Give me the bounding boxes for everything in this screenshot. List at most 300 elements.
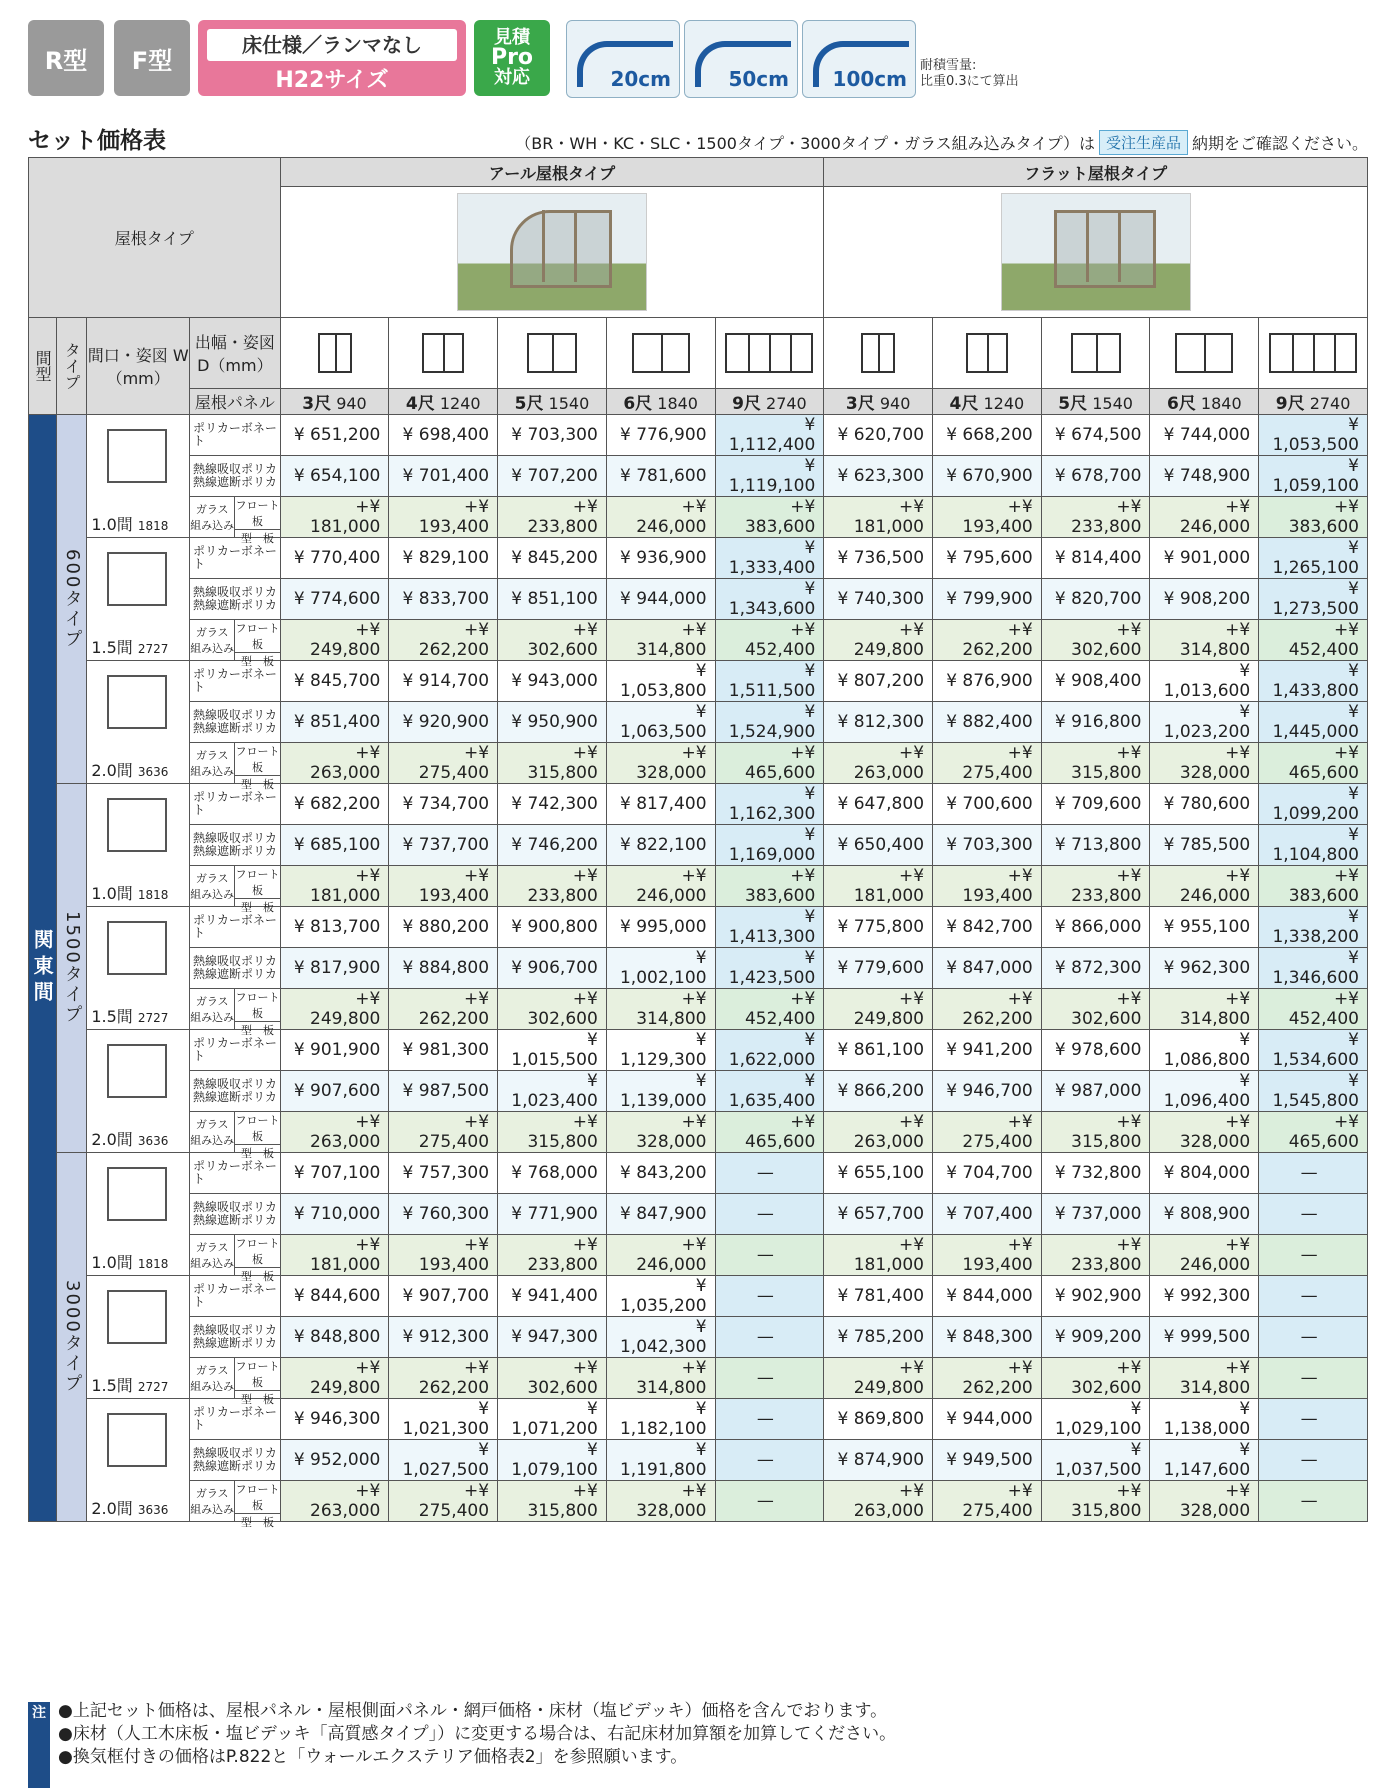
price-cell: — (715, 1235, 824, 1276)
snow-20-badge (566, 20, 680, 98)
price-cell: — (715, 1194, 824, 1235)
kanto-label: 関東間 (29, 415, 57, 1522)
width-label: 1.5間 2727 (91, 638, 169, 657)
price-cell: +¥ 465,600 (715, 1112, 824, 1153)
type-header: タイプ (57, 318, 87, 415)
price-cell: ¥ 647,800 (824, 784, 933, 825)
width-diagram-icon (107, 921, 167, 975)
price-cell: ¥ 1,096,400 (1150, 1071, 1259, 1112)
price-cell: +¥ 181,000 (280, 497, 389, 538)
price-cell: ¥ 861,100 (824, 1030, 933, 1071)
width-diagram-icon (107, 675, 167, 729)
price-cell: — (1259, 1440, 1368, 1481)
price-cell: +¥ 249,800 (280, 620, 389, 661)
roof-type-header: 屋根タイプ (29, 158, 281, 318)
width-cell (87, 1276, 190, 1399)
price-cell: ¥ 771,900 (498, 1194, 607, 1235)
price-cell: +¥ 452,400 (715, 989, 824, 1030)
price-cell: +¥ 315,800 (498, 1481, 607, 1522)
price-cell: +¥ 181,000 (280, 866, 389, 907)
price-cell: ¥ 955,100 (1150, 907, 1259, 948)
price-cell: ¥ 880,200 (389, 907, 498, 948)
price-cell: +¥ 328,000 (1150, 743, 1259, 784)
price-cell: ¥ 874,900 (824, 1440, 933, 1481)
price-cell: ¥ 851,100 (498, 579, 607, 620)
price-cell: ¥ 1,023,400 (498, 1071, 607, 1112)
r-roof-image (280, 187, 824, 318)
table-row (29, 825, 1368, 866)
roof-panel-header: 屋根パネル (190, 389, 281, 415)
price-cell: +¥ 275,400 (933, 743, 1042, 784)
table-row (29, 456, 1368, 497)
material-heat: 熱線吸収ポリカ 熱線遮断ポリカ (190, 456, 281, 497)
size-header: 3尺 940 (824, 389, 933, 415)
depth-diagram-icon (606, 318, 715, 389)
width-cell (87, 784, 190, 907)
price-cell: ¥ 817,900 (280, 948, 389, 989)
price-cell: ¥ 920,900 (389, 702, 498, 743)
price-cell: ¥ 944,000 (933, 1399, 1042, 1440)
depth-diagram-icon (933, 318, 1042, 389)
price-cell: ¥ 701,400 (389, 456, 498, 497)
price-cell: ¥ 808,900 (1150, 1194, 1259, 1235)
price-cell: ¥ 1,445,000 (1259, 702, 1368, 743)
price-cell: ¥ 744,000 (1150, 415, 1259, 456)
price-cell: ¥ 952,000 (280, 1440, 389, 1481)
price-cell: ¥ 654,100 (280, 456, 389, 497)
price-cell: ¥ 949,500 (933, 1440, 1042, 1481)
price-cell: +¥ 233,800 (1041, 1235, 1150, 1276)
depth-diagram-icon (715, 318, 824, 389)
price-cell: +¥ 263,000 (824, 1481, 933, 1522)
price-cell: ¥ 844,000 (933, 1276, 1042, 1317)
price-cell: +¥ 302,600 (498, 1358, 607, 1399)
price-cell: +¥ 465,600 (715, 743, 824, 784)
price-cell: ¥ 912,300 (389, 1317, 498, 1358)
price-cell: ¥ 987,000 (1041, 1071, 1150, 1112)
size-header: 4尺 1240 (389, 389, 498, 415)
price-cell: — (1259, 1399, 1368, 1440)
price-cell: — (1259, 1317, 1368, 1358)
price-cell: ¥ 812,300 (824, 702, 933, 743)
depth-diagram-icon (1041, 318, 1150, 389)
price-cell: +¥ 181,000 (280, 1235, 389, 1276)
table-row (29, 1112, 1368, 1153)
price-cell: ¥ 902,900 (1041, 1276, 1150, 1317)
price-cell: +¥ 383,600 (1259, 497, 1368, 538)
snow-50-badge (684, 20, 798, 98)
material-glass: ガラス 組み込み フロート板 型 板 (190, 989, 281, 1030)
size-header: 3尺 940 (280, 389, 389, 415)
f-roof-header: フラット屋根タイプ (824, 158, 1368, 187)
table-row (29, 1030, 1368, 1071)
price-cell: ¥ 734,700 (389, 784, 498, 825)
price-cell: ¥ 1,079,100 (498, 1440, 607, 1481)
width-cell (87, 1153, 190, 1276)
price-cell: ¥ 1,086,800 (1150, 1030, 1259, 1071)
table-row (29, 989, 1368, 1030)
price-cell: +¥ 465,600 (1259, 743, 1368, 784)
material-poly: ポリカーボネート (190, 1399, 281, 1440)
price-table (28, 157, 1368, 1529)
price-cell: ¥ 936,900 (606, 538, 715, 579)
width-cell (87, 661, 190, 784)
price-cell: ¥ 914,700 (389, 661, 498, 702)
price-cell: +¥ 302,600 (498, 620, 607, 661)
material-poly: ポリカーボネート (190, 661, 281, 702)
price-cell: +¥ 262,200 (933, 989, 1042, 1030)
price-cell: +¥ 249,800 (824, 1358, 933, 1399)
price-cell: +¥ 275,400 (389, 1112, 498, 1153)
price-cell: ¥ 1,147,600 (1150, 1440, 1259, 1481)
width-label: 1.5間 2727 (91, 1007, 169, 1026)
price-cell: ¥ 1,622,000 (715, 1030, 824, 1071)
price-cell: ¥ 1,035,200 (606, 1276, 715, 1317)
price-cell: +¥ 249,800 (824, 620, 933, 661)
price-cell: ¥ 906,700 (498, 948, 607, 989)
depth-diagram-icon (1150, 318, 1259, 389)
price-cell: ¥ 1,027,500 (389, 1440, 498, 1481)
price-cell: ¥ 847,900 (606, 1194, 715, 1235)
table-row (29, 907, 1368, 948)
width-cell (87, 415, 190, 538)
price-cell: +¥ 263,000 (280, 1481, 389, 1522)
note-3: ●換気框付きの価格はP.822と「ウォールエクステリア価格表2」を参照願います。 (58, 1747, 688, 1767)
price-cell: +¥ 246,000 (1150, 1235, 1259, 1276)
price-cell: +¥ 314,800 (606, 1358, 715, 1399)
price-cell: ¥ 670,900 (933, 456, 1042, 497)
price-cell: ¥ 1,059,100 (1259, 456, 1368, 497)
price-cell: ¥ 682,200 (280, 784, 389, 825)
material-poly: ポリカーボネート (190, 1153, 281, 1194)
price-cell: +¥ 262,200 (933, 1358, 1042, 1399)
price-cell: ¥ 785,200 (824, 1317, 933, 1358)
material-glass: ガラス 組み込み フロート板 型 板 (190, 1235, 281, 1276)
price-cell: ¥ 710,000 (280, 1194, 389, 1235)
price-cell: ¥ 736,500 (824, 538, 933, 579)
price-cell: ¥ 999,500 (1150, 1317, 1259, 1358)
price-cell: ¥ 1,037,500 (1041, 1440, 1150, 1481)
price-cell: ¥ 833,700 (389, 579, 498, 620)
price-cell: +¥ 302,600 (1041, 989, 1150, 1030)
price-cell: ¥ 1,343,600 (715, 579, 824, 620)
price-cell: ¥ 1,338,200 (1259, 907, 1368, 948)
note-2: ●床材（人工木床板・塩ビデッキ「高質感タイプ」）に変更する場合は、右記床材加算額を加算してください。 (58, 1724, 897, 1744)
price-cell: +¥ 315,800 (1041, 743, 1150, 784)
material-heat: 熱線吸収ポリカ 熱線遮断ポリカ (190, 1440, 281, 1481)
price-cell: ¥ 909,200 (1041, 1317, 1150, 1358)
size-header: 4尺 1240 (933, 389, 1042, 415)
material-poly: ポリカーボネート (190, 907, 281, 948)
type-label: 600タイプ (57, 415, 87, 784)
price-cell: ¥ 1,042,300 (606, 1317, 715, 1358)
price-cell: ¥ 685,100 (280, 825, 389, 866)
table-row (29, 784, 1368, 825)
order-note (515, 130, 1368, 155)
price-cell: ¥ 1,545,800 (1259, 1071, 1368, 1112)
price-cell: ¥ 651,200 (280, 415, 389, 456)
price-cell: ¥ 847,000 (933, 948, 1042, 989)
price-cell: ¥ 848,300 (933, 1317, 1042, 1358)
price-cell: +¥ 263,000 (280, 1112, 389, 1153)
price-cell: +¥ 193,400 (389, 866, 498, 907)
price-cell: ¥ 1,119,100 (715, 456, 824, 497)
price-cell: ¥ 900,800 (498, 907, 607, 948)
price-cell: — (1259, 1235, 1368, 1276)
table-row (29, 866, 1368, 907)
price-cell: ¥ 946,300 (280, 1399, 389, 1440)
material-heat: 熱線吸収ポリカ 熱線遮断ポリカ (190, 1071, 281, 1112)
price-cell: ¥ 1,023,200 (1150, 702, 1259, 743)
price-cell: +¥ 249,800 (280, 1358, 389, 1399)
price-cell: +¥ 246,000 (1150, 866, 1259, 907)
r-type-badge: R型 (28, 20, 104, 96)
material-heat: 熱線吸収ポリカ 熱線遮断ポリカ (190, 825, 281, 866)
price-cell: +¥ 193,400 (389, 497, 498, 538)
price-cell: ¥ 1,511,500 (715, 661, 824, 702)
material-glass: ガラス 組み込み フロート板 型 板 (190, 620, 281, 661)
price-cell: ¥ 1,346,600 (1259, 948, 1368, 989)
size-header: 5尺 1540 (498, 389, 607, 415)
width-cell (87, 1030, 190, 1153)
price-cell: +¥ 263,000 (824, 1112, 933, 1153)
price-cell: ¥ 780,600 (1150, 784, 1259, 825)
price-cell: ¥ 851,400 (280, 702, 389, 743)
material-heat: 熱線吸収ポリカ 熱線遮断ポリカ (190, 1317, 281, 1358)
depth-diagram-icon (498, 318, 607, 389)
floor-spec-label: 床仕様／ランマなし (207, 29, 457, 61)
f-type-badge: F型 (114, 20, 190, 96)
price-cell: +¥ 302,600 (1041, 1358, 1150, 1399)
price-cell: ¥ 1,129,300 (606, 1030, 715, 1071)
r-roof-header: アール屋根タイプ (280, 158, 824, 187)
price-cell: ¥ 882,400 (933, 702, 1042, 743)
depth-diagram-icon (389, 318, 498, 389)
table-row (29, 1071, 1368, 1112)
price-cell: ¥ 876,900 (933, 661, 1042, 702)
material-heat: 熱線吸収ポリカ 熱線遮断ポリカ (190, 1194, 281, 1235)
price-cell: +¥ 314,800 (1150, 1358, 1259, 1399)
price-cell: ¥ 775,800 (824, 907, 933, 948)
price-cell: — (715, 1276, 824, 1317)
price-cell: ¥ 781,400 (824, 1276, 933, 1317)
type-label: 3000タイプ (57, 1153, 87, 1522)
price-cell: ¥ 1,071,200 (498, 1399, 607, 1440)
price-cell: +¥ 246,000 (606, 497, 715, 538)
price-cell: +¥ 314,800 (606, 620, 715, 661)
price-cell: +¥ 233,800 (498, 866, 607, 907)
price-cell: ¥ 760,300 (389, 1194, 498, 1235)
material-poly: ポリカーボネート (190, 1030, 281, 1071)
price-cell: ¥ 814,400 (1041, 538, 1150, 579)
table-row (29, 948, 1368, 989)
width-cell (87, 1399, 190, 1522)
price-cell: +¥ 262,200 (389, 620, 498, 661)
price-cell: +¥ 328,000 (1150, 1112, 1259, 1153)
table-row (29, 620, 1368, 661)
table-row (29, 1399, 1368, 1440)
price-cell: ¥ 844,600 (280, 1276, 389, 1317)
price-cell: ¥ 737,000 (1041, 1194, 1150, 1235)
price-cell: ¥ 707,200 (498, 456, 607, 497)
price-cell: ¥ 901,000 (1150, 538, 1259, 579)
snow-note-line2: 比重0.3にて算出 (920, 74, 1019, 89)
width-diagram-icon (107, 429, 167, 483)
width-diagram-icon (107, 1167, 167, 1221)
f-roof-image (824, 187, 1368, 318)
kan-header: 間型 (29, 318, 57, 415)
price-cell: ¥ 709,600 (1041, 784, 1150, 825)
price-cell: ¥ 1,333,400 (715, 538, 824, 579)
price-cell: +¥ 452,400 (1259, 989, 1368, 1030)
order-note-post: 納期をご確認ください。 (1191, 134, 1368, 153)
price-cell: ¥ 866,200 (824, 1071, 933, 1112)
width-diagram-icon (107, 798, 167, 852)
price-cell: ¥ 866,000 (1041, 907, 1150, 948)
width-diagram-icon (107, 1413, 167, 1467)
price-cell: ¥ 774,600 (280, 579, 389, 620)
table-row (29, 702, 1368, 743)
size-header: 9尺 2740 (715, 389, 824, 415)
price-cell: ¥ 1,169,000 (715, 825, 824, 866)
width-label: 1.0間 1818 (91, 515, 169, 534)
price-cell: ¥ 962,300 (1150, 948, 1259, 989)
price-cell: — (1259, 1358, 1368, 1399)
price-cell: +¥ 246,000 (606, 866, 715, 907)
price-cell: +¥ 181,000 (824, 1235, 933, 1276)
price-cell: — (1259, 1481, 1368, 1522)
price-cell: ¥ 737,700 (389, 825, 498, 866)
price-cell: ¥ 707,100 (280, 1153, 389, 1194)
price-cell: ¥ 872,300 (1041, 948, 1150, 989)
price-cell: ¥ 822,100 (606, 825, 715, 866)
price-cell: ¥ 869,800 (824, 1399, 933, 1440)
price-cell: ¥ 1,002,100 (606, 948, 715, 989)
width-diagram-icon (107, 1290, 167, 1344)
price-cell: ¥ 1,635,400 (715, 1071, 824, 1112)
price-cell: — (1259, 1276, 1368, 1317)
price-cell: ¥ 901,900 (280, 1030, 389, 1071)
width-label: 2.0間 3636 (91, 1499, 169, 1518)
price-cell: ¥ 700,600 (933, 784, 1042, 825)
width-header: 間口・姿図 W（mm） (87, 318, 190, 415)
material-glass: ガラス 組み込み フロート板 型 板 (190, 1112, 281, 1153)
price-cell: ¥ 740,300 (824, 579, 933, 620)
price-cell: +¥ 383,600 (1259, 866, 1368, 907)
price-cell: +¥ 249,800 (280, 989, 389, 1030)
price-cell: — (715, 1399, 824, 1440)
price-cell: ¥ 1,138,000 (1150, 1399, 1259, 1440)
material-glass: ガラス 組み込み フロート板 型 板 (190, 1481, 281, 1522)
price-cell: ¥ 804,000 (1150, 1153, 1259, 1194)
price-cell: ¥ 746,200 (498, 825, 607, 866)
price-cell: +¥ 328,000 (606, 1481, 715, 1522)
snow-100-label: 100cm (832, 67, 907, 91)
price-cell: +¥ 193,400 (933, 1235, 1042, 1276)
price-cell: +¥ 452,400 (715, 620, 824, 661)
price-cell: +¥ 249,800 (824, 989, 933, 1030)
price-cell: ¥ 1,029,100 (1041, 1399, 1150, 1440)
width-label: 1.0間 1818 (91, 1253, 169, 1272)
price-cell: +¥ 302,600 (1041, 620, 1150, 661)
price-cell: ¥ 829,100 (389, 538, 498, 579)
price-cell: ¥ 848,800 (280, 1317, 389, 1358)
price-cell: +¥ 314,800 (1150, 620, 1259, 661)
price-cell: ¥ 1,433,800 (1259, 661, 1368, 702)
price-cell: +¥ 233,800 (1041, 866, 1150, 907)
order-note-pre: （BR・WH・KC・SLC・1500タイプ・3000タイプ・ガラス組み込みタイプ）は (515, 134, 1095, 153)
width-diagram-icon (107, 1044, 167, 1098)
made-to-order-tag: 受注生産品 (1099, 130, 1188, 155)
pro-label: Pro (490, 45, 534, 70)
price-cell: ¥ 757,300 (389, 1153, 498, 1194)
price-cell: +¥ 193,400 (389, 1235, 498, 1276)
price-cell: +¥ 193,400 (933, 866, 1042, 907)
price-cell: ¥ 1,104,800 (1259, 825, 1368, 866)
price-cell: ¥ 703,300 (933, 825, 1042, 866)
price-cell: ¥ 732,800 (1041, 1153, 1150, 1194)
price-cell: +¥ 262,200 (933, 620, 1042, 661)
price-cell: +¥ 465,600 (1259, 1112, 1368, 1153)
price-cell: +¥ 315,800 (498, 1112, 607, 1153)
price-cell: ¥ 785,500 (1150, 825, 1259, 866)
snow-50-label: 50cm (728, 67, 789, 91)
price-cell: +¥ 275,400 (389, 1481, 498, 1522)
width-cell (87, 907, 190, 1030)
size-header: 9尺 2740 (1259, 389, 1368, 415)
price-cell: +¥ 262,200 (389, 1358, 498, 1399)
price-cell: ¥ 779,600 (824, 948, 933, 989)
price-cell: +¥ 302,600 (498, 989, 607, 1030)
price-cell: +¥ 233,800 (498, 1235, 607, 1276)
price-cell: ¥ 1,182,100 (606, 1399, 715, 1440)
price-cell: — (1259, 1194, 1368, 1235)
snow-load-note (920, 58, 1019, 90)
price-cell: ¥ 978,600 (1041, 1030, 1150, 1071)
table-row (29, 1317, 1368, 1358)
price-cell: ¥ 995,000 (606, 907, 715, 948)
material-poly: ポリカーボネート (190, 415, 281, 456)
price-cell: ¥ 947,300 (498, 1317, 607, 1358)
price-cell: +¥ 275,400 (933, 1112, 1042, 1153)
price-cell: ¥ 992,300 (1150, 1276, 1259, 1317)
price-cell: ¥ 907,700 (389, 1276, 498, 1317)
price-cell: +¥ 328,000 (606, 743, 715, 784)
price-cell: ¥ 1,273,500 (1259, 579, 1368, 620)
snow-20-label: 20cm (610, 67, 671, 91)
table-row (29, 497, 1368, 538)
table-row (29, 1481, 1368, 1522)
price-cell: +¥ 452,400 (1259, 620, 1368, 661)
table-row (29, 538, 1368, 579)
table-row (29, 1358, 1368, 1399)
material-heat: 熱線吸収ポリカ 熱線遮断ポリカ (190, 579, 281, 620)
price-cell: +¥ 383,600 (715, 866, 824, 907)
table-row (29, 415, 1368, 456)
price-cell: ¥ 1,053,500 (1259, 415, 1368, 456)
price-cell: ¥ 1,099,200 (1259, 784, 1368, 825)
price-cell: +¥ 275,400 (933, 1481, 1042, 1522)
floor-spec-badge (198, 20, 466, 96)
price-cell: ¥ 698,400 (389, 415, 498, 456)
price-cell: ¥ 941,400 (498, 1276, 607, 1317)
price-cell: ¥ 981,300 (389, 1030, 498, 1071)
notes-label: 注 (28, 1702, 50, 1788)
price-cell: ¥ 916,800 (1041, 702, 1150, 743)
price-cell: ¥ 1,423,500 (715, 948, 824, 989)
size-header: 6尺 1840 (606, 389, 715, 415)
price-cell: ¥ 807,200 (824, 661, 933, 702)
